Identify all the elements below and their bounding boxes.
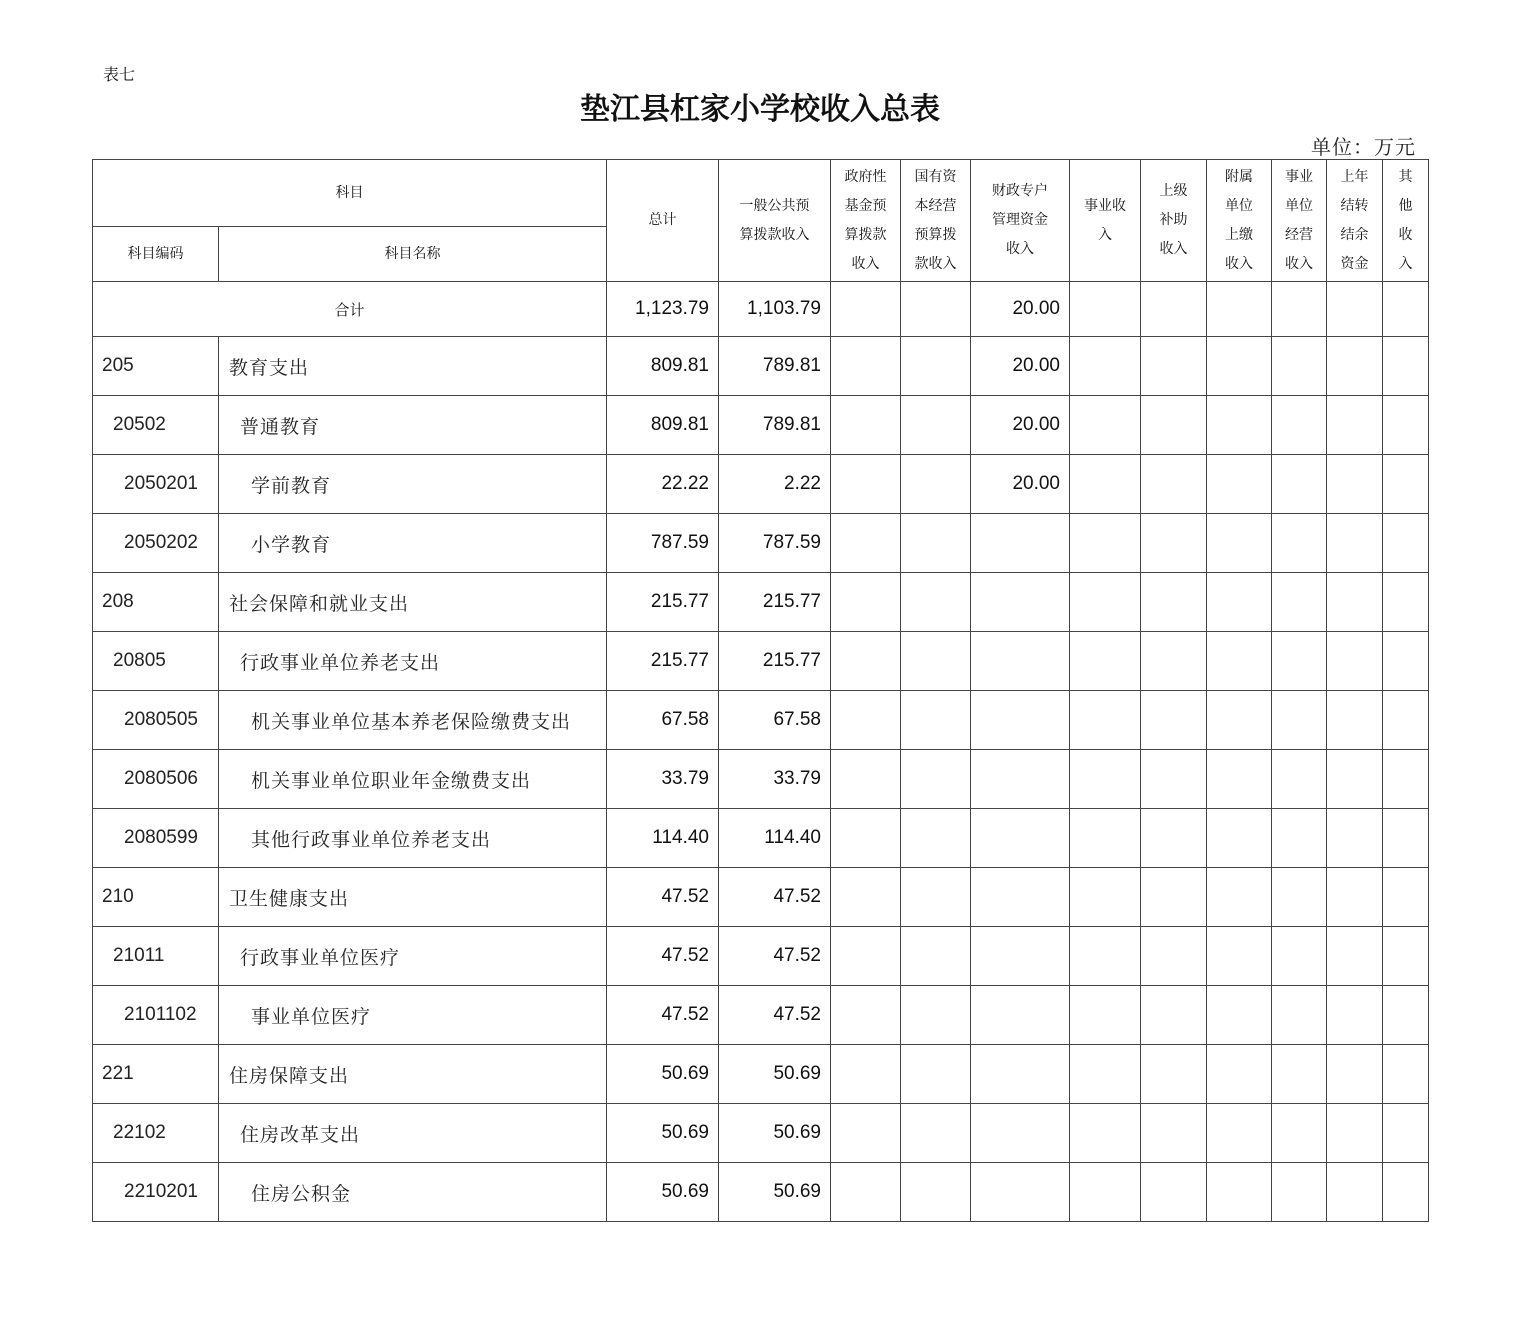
empty-cell: [1327, 750, 1383, 809]
empty-cell: [1383, 573, 1429, 632]
row-special-fund: [971, 1045, 1070, 1104]
header-line: 管理资金: [992, 212, 1048, 228]
page-title: 垫江县杠家小学校收入总表: [580, 92, 940, 127]
row-general-budget: 215.77: [719, 573, 831, 632]
empty-cell: [831, 809, 901, 868]
header-line: 财政专户: [992, 183, 1048, 199]
empty-cell: [1327, 632, 1383, 691]
header-line: 事业收: [1084, 197, 1126, 214]
empty-cell: [1141, 282, 1207, 337]
row-total: 22.22: [607, 455, 719, 514]
empty-cell: [1070, 1163, 1141, 1222]
empty-cell: [1272, 514, 1327, 573]
header-line: 收入: [851, 255, 880, 272]
empty-cell: [1383, 337, 1429, 396]
empty-cell: [1207, 396, 1272, 455]
header-other-income: [1383, 160, 1429, 282]
empty-cell: [901, 337, 971, 396]
unit-label: 单位：万元: [1311, 135, 1416, 159]
table-row: [93, 691, 1429, 750]
header-line: 收入: [1159, 241, 1188, 257]
empty-cell: [1070, 986, 1141, 1045]
empty-cell: [1383, 1045, 1429, 1104]
total-cell-special-fund: 20.00: [971, 282, 1070, 337]
header-line: 基金预: [844, 197, 887, 214]
empty-cell: [901, 282, 971, 337]
row-general-budget: 50.69: [719, 1045, 831, 1104]
row-code: 21011: [93, 927, 219, 986]
empty-cell: [1070, 691, 1141, 750]
empty-cell: [901, 750, 971, 809]
empty-cell: [831, 1045, 901, 1104]
empty-cell: [831, 868, 901, 927]
empty-cell: [901, 1104, 971, 1163]
empty-cell: [831, 986, 901, 1045]
header-line: 入: [1098, 226, 1112, 243]
row-code: 2080599: [93, 809, 219, 868]
empty-cell: [1327, 868, 1383, 927]
empty-cell: [901, 573, 971, 632]
empty-cell: [1141, 868, 1207, 927]
row-code: 20502: [93, 396, 219, 455]
table-row: [93, 632, 1429, 691]
empty-cell: [1272, 455, 1327, 514]
row-code: 2101102: [93, 986, 219, 1045]
row-name: 其他行政事业单位养老支出: [219, 809, 607, 868]
empty-cell: [901, 986, 971, 1045]
empty-cell: [1327, 455, 1383, 514]
row-total: 47.52: [607, 868, 719, 927]
header-line: 其: [1398, 168, 1413, 185]
row-general-budget: 50.69: [719, 1163, 831, 1222]
header-line: 本经营: [914, 197, 957, 214]
row-name: 小学教育: [219, 514, 607, 573]
header-total: 总计: [607, 160, 719, 282]
row-code: 208: [93, 573, 219, 632]
row-special-fund: 20.00: [971, 337, 1070, 396]
empty-cell: [831, 573, 901, 632]
total-row: [93, 282, 1429, 337]
row-general-budget: 47.52: [719, 927, 831, 986]
row-total: 50.69: [607, 1045, 719, 1104]
empty-cell: [1141, 396, 1207, 455]
row-total: 33.79: [607, 750, 719, 809]
header-special-fund: [971, 160, 1070, 282]
empty-cell: [831, 514, 901, 573]
empty-cell: [1207, 1045, 1272, 1104]
table-row: [93, 750, 1429, 809]
empty-cell: [901, 868, 971, 927]
empty-cell: [1207, 282, 1272, 337]
header-line: 结余: [1340, 226, 1369, 243]
empty-cell: [1070, 750, 1141, 809]
row-special-fund: [971, 868, 1070, 927]
row-name: 机关事业单位职业年金缴费支出: [219, 750, 607, 809]
empty-cell: [1070, 455, 1141, 514]
empty-cell: [901, 809, 971, 868]
row-code: 2080505: [93, 691, 219, 750]
row-total: 50.69: [607, 1163, 719, 1222]
header-line: 算拨款: [844, 226, 887, 243]
empty-cell: [1383, 1163, 1429, 1222]
row-special-fund: [971, 632, 1070, 691]
row-code: 20805: [93, 632, 219, 691]
empty-cell: [1272, 1104, 1327, 1163]
row-code: 2050201: [93, 455, 219, 514]
empty-cell: [1207, 514, 1272, 573]
row-general-budget: 2.22: [719, 455, 831, 514]
empty-cell: [1272, 927, 1327, 986]
empty-cell: [1272, 632, 1327, 691]
header-line: 国有资: [914, 168, 957, 185]
empty-cell: [1272, 986, 1327, 1045]
row-name: 卫生健康支出: [219, 868, 607, 927]
empty-cell: [831, 337, 901, 396]
row-code: 2080506: [93, 750, 219, 809]
header-line: 一般公共预: [739, 197, 810, 214]
row-general-budget: 789.81: [719, 396, 831, 455]
empty-cell: [1272, 691, 1327, 750]
empty-cell: [1272, 1045, 1327, 1104]
empty-cell: [901, 632, 971, 691]
row-code: 22102: [93, 1104, 219, 1163]
row-name: 住房公积金: [219, 1163, 607, 1222]
row-general-budget: 787.59: [719, 514, 831, 573]
income-summary-table: [92, 159, 1429, 1222]
empty-cell: [1207, 632, 1272, 691]
empty-cell: [831, 750, 901, 809]
empty-cell: [1383, 514, 1429, 573]
empty-cell: [1141, 455, 1207, 514]
empty-cell: [831, 927, 901, 986]
empty-cell: [901, 1045, 971, 1104]
empty-cell: [1327, 396, 1383, 455]
empty-cell: [901, 1163, 971, 1222]
row-special-fund: 20.00: [971, 455, 1070, 514]
row-special-fund: [971, 927, 1070, 986]
empty-cell: [1327, 337, 1383, 396]
empty-cell: [1272, 282, 1327, 337]
header-line: 事业: [1285, 168, 1313, 185]
empty-cell: [1141, 691, 1207, 750]
header-state-capital: [901, 160, 971, 282]
table-row: [93, 337, 1429, 396]
row-special-fund: [971, 573, 1070, 632]
header-line: 单位: [1225, 197, 1253, 214]
header-line: 款收入: [914, 255, 957, 272]
header-operating-income: [1272, 160, 1327, 282]
empty-cell: [1327, 809, 1383, 868]
header-line: 结转: [1340, 197, 1369, 214]
empty-cell: [1141, 1163, 1207, 1222]
empty-cell: [1272, 809, 1327, 868]
empty-cell: [1383, 986, 1429, 1045]
row-general-budget: 215.77: [719, 632, 831, 691]
empty-cell: [1383, 750, 1429, 809]
total-cell-total: 1,123.79: [607, 282, 719, 337]
empty-cell: [1207, 868, 1272, 927]
header-line: 收入: [1225, 255, 1253, 272]
header-superior-subsidy: [1141, 160, 1207, 282]
row-general-budget: 114.40: [719, 809, 831, 868]
empty-cell: [831, 632, 901, 691]
header-business-income: [1070, 160, 1141, 282]
header-line: 补助: [1159, 212, 1188, 228]
header-line: 算拨款收入: [739, 226, 810, 243]
empty-cell: [1070, 1104, 1141, 1163]
table-row: [93, 927, 1429, 986]
empty-cell: [1272, 1163, 1327, 1222]
empty-cell: [831, 1163, 901, 1222]
empty-cell: [1383, 809, 1429, 868]
empty-cell: [1207, 750, 1272, 809]
empty-cell: [1207, 573, 1272, 632]
row-name: 机关事业单位基本养老保险缴费支出: [219, 691, 607, 750]
table-row: [93, 1163, 1429, 1222]
row-code: 210: [93, 868, 219, 927]
row-code: 2050202: [93, 514, 219, 573]
row-code: 221: [93, 1045, 219, 1104]
empty-cell: [1272, 396, 1327, 455]
table-label: 表七: [103, 65, 136, 84]
empty-cell: [901, 514, 971, 573]
empty-cell: [1070, 396, 1141, 455]
header-gov-fund: [831, 160, 901, 282]
header-line: 收入: [1285, 255, 1313, 272]
empty-cell: [1207, 337, 1272, 396]
row-name: 教育支出: [219, 337, 607, 396]
empty-cell: [1070, 514, 1141, 573]
empty-cell: [1327, 691, 1383, 750]
empty-cell: [1327, 1104, 1383, 1163]
empty-cell: [1327, 514, 1383, 573]
empty-cell: [1272, 868, 1327, 927]
empty-cell: [1070, 868, 1141, 927]
empty-cell: [1070, 337, 1141, 396]
total-cell-general-budget: 1,103.79: [719, 282, 831, 337]
empty-cell: [1327, 1045, 1383, 1104]
row-total: 47.52: [607, 986, 719, 1045]
row-total: 67.58: [607, 691, 719, 750]
table-row: [93, 868, 1429, 927]
row-total: 809.81: [607, 337, 719, 396]
row-general-budget: 47.52: [719, 986, 831, 1045]
header-line: 经营: [1285, 226, 1313, 243]
header-line: 单位: [1285, 197, 1313, 214]
empty-cell: [1383, 396, 1429, 455]
header-line: 上级: [1159, 183, 1188, 199]
row-special-fund: 20.00: [971, 396, 1070, 455]
table-row: [93, 1104, 1429, 1163]
header-general-budget: [719, 160, 831, 282]
row-total: 215.77: [607, 632, 719, 691]
empty-cell: [1207, 986, 1272, 1045]
empty-cell: [1141, 750, 1207, 809]
row-general-budget: 33.79: [719, 750, 831, 809]
empty-cell: [901, 396, 971, 455]
empty-cell: [1327, 1163, 1383, 1222]
table-row: [93, 809, 1429, 868]
row-name: 普通教育: [219, 396, 607, 455]
row-special-fund: [971, 691, 1070, 750]
empty-cell: [831, 691, 901, 750]
row-general-budget: 50.69: [719, 1104, 831, 1163]
empty-cell: [1383, 632, 1429, 691]
row-name: 学前教育: [219, 455, 607, 514]
row-special-fund: [971, 1163, 1070, 1222]
empty-cell: [1383, 868, 1429, 927]
row-name: 行政事业单位养老支出: [219, 632, 607, 691]
row-total: 809.81: [607, 396, 719, 455]
empty-cell: [1383, 282, 1429, 337]
empty-cell: [831, 1104, 901, 1163]
table-row: [93, 396, 1429, 455]
row-general-budget: 67.58: [719, 691, 831, 750]
empty-cell: [1141, 573, 1207, 632]
empty-cell: [1207, 691, 1272, 750]
empty-cell: [1070, 573, 1141, 632]
empty-cell: [1141, 632, 1207, 691]
header-subject: 科目: [93, 160, 607, 227]
header-code: 科目编码: [93, 227, 219, 282]
empty-cell: [1383, 927, 1429, 986]
empty-cell: [1272, 750, 1327, 809]
row-code: 2210201: [93, 1163, 219, 1222]
empty-cell: [1141, 927, 1207, 986]
table-row: [93, 1045, 1429, 1104]
empty-cell: [1141, 1045, 1207, 1104]
row-name: 事业单位医疗: [219, 986, 607, 1045]
empty-cell: [1070, 1045, 1141, 1104]
header-line: 收入: [1006, 241, 1034, 257]
header-line: 预算拨: [914, 226, 957, 243]
table-row: [93, 986, 1429, 1045]
row-total: 50.69: [607, 1104, 719, 1163]
header-line: 入: [1398, 255, 1413, 272]
row-total: 114.40: [607, 809, 719, 868]
total-label: 合计: [93, 282, 607, 337]
header-line: 上年: [1340, 168, 1369, 185]
empty-cell: [901, 927, 971, 986]
empty-cell: [901, 455, 971, 514]
row-name: 住房改革支出: [219, 1104, 607, 1163]
row-total: 787.59: [607, 514, 719, 573]
empty-cell: [1141, 337, 1207, 396]
empty-cell: [1141, 1104, 1207, 1163]
empty-cell: [1207, 927, 1272, 986]
header-line: 上缴: [1225, 226, 1253, 243]
empty-cell: [1141, 986, 1207, 1045]
row-special-fund: [971, 986, 1070, 1045]
row-name: 社会保障和就业支出: [219, 573, 607, 632]
empty-cell: [1327, 986, 1383, 1045]
header-line: 他: [1398, 197, 1413, 214]
empty-cell: [1070, 809, 1141, 868]
row-code: 205: [93, 337, 219, 396]
header-line: 资金: [1340, 255, 1369, 272]
row-name: 行政事业单位医疗: [219, 927, 607, 986]
empty-cell: [831, 455, 901, 514]
empty-cell: [1327, 573, 1383, 632]
row-name: 住房保障支出: [219, 1045, 607, 1104]
row-special-fund: [971, 750, 1070, 809]
header-affiliated-payment: [1207, 160, 1272, 282]
empty-cell: [1207, 1104, 1272, 1163]
row-general-budget: 47.52: [719, 868, 831, 927]
row-special-fund: [971, 809, 1070, 868]
row-total: 215.77: [607, 573, 719, 632]
empty-cell: [1383, 1104, 1429, 1163]
row-general-budget: 789.81: [719, 337, 831, 396]
empty-cell: [1207, 809, 1272, 868]
row-special-fund: [971, 1104, 1070, 1163]
empty-cell: [1327, 282, 1383, 337]
empty-cell: [1141, 809, 1207, 868]
empty-cell: [1070, 282, 1141, 337]
header-line: 收: [1398, 226, 1413, 243]
empty-cell: [1070, 632, 1141, 691]
empty-cell: [1383, 691, 1429, 750]
header-line: 附属: [1225, 168, 1253, 185]
table-row: [93, 514, 1429, 573]
row-total: 47.52: [607, 927, 719, 986]
empty-cell: [1141, 514, 1207, 573]
empty-cell: [1272, 337, 1327, 396]
row-special-fund: [971, 514, 1070, 573]
empty-cell: [1207, 1163, 1272, 1222]
empty-cell: [831, 396, 901, 455]
empty-cell: [831, 282, 901, 337]
empty-cell: [1272, 573, 1327, 632]
header-carryover: [1327, 160, 1383, 282]
table-row: [93, 455, 1429, 514]
empty-cell: [1383, 455, 1429, 514]
empty-cell: [1070, 927, 1141, 986]
table-row: [93, 573, 1429, 632]
header-name: 科目名称: [219, 227, 607, 282]
empty-cell: [901, 691, 971, 750]
empty-cell: [1207, 455, 1272, 514]
header-line: 政府性: [844, 168, 887, 185]
empty-cell: [1327, 927, 1383, 986]
